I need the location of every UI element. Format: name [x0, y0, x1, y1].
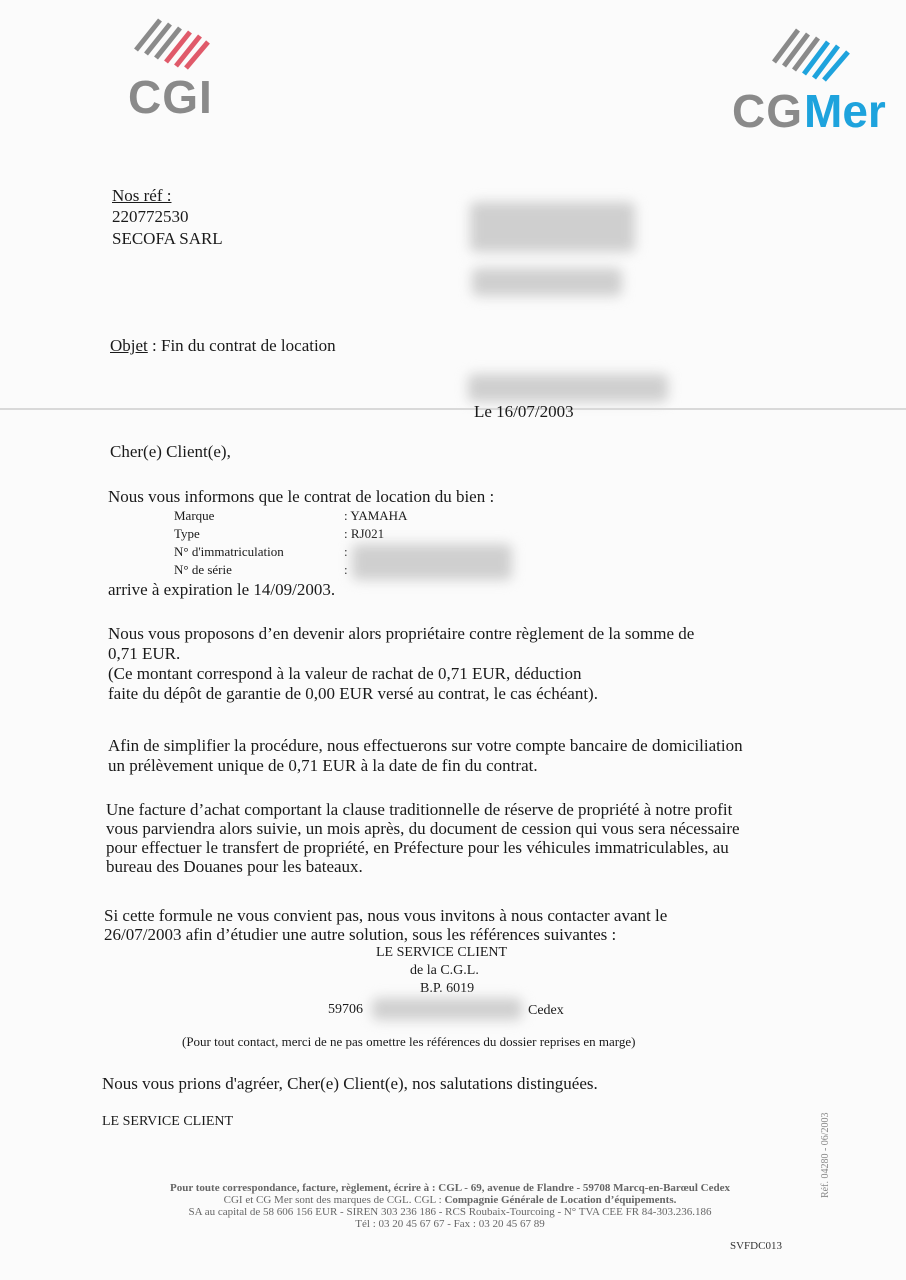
detail-value-registration: :	[344, 544, 348, 559]
contact-line-1: Si cette formule ne vous convient pas, nous vous invitons à nous contacter avant le	[104, 906, 668, 925]
cgi-logo-stripes-icon	[130, 14, 210, 70]
signature: LE SERVICE CLIENT	[102, 1114, 234, 1129]
contact-line-2: 26/07/2003 afin d’étudier une autre solution, sous les références suivantes :	[104, 925, 617, 944]
cgmer-logo-text-mer: Mer	[804, 85, 886, 137]
purchase-offer-line-3: (Ce montant correspond à la valeur de rachat de 0,71 EUR, déduction	[108, 664, 582, 683]
salutation: Cher(e) Client(e),	[110, 442, 231, 461]
invoice-paragraph	[106, 800, 806, 876]
invoice-line-2: vous parviendra alors suivie, un mois après, du document de cession qui vous sera nécessaire	[106, 819, 740, 838]
purchase-offer-line-4: faite du dépôt de garantie de 0,00 EUR versé au contrat, le cas échéant).	[108, 684, 598, 703]
closing-formula: Nous vous prions d'agréer, Cher(e) Client(e), nos salutations distinguées.	[102, 1074, 598, 1093]
side-reference: Réf. 04280 - 06/2003	[820, 1112, 831, 1198]
direct-debit-paragraph	[108, 736, 808, 776]
address-postcode: 59706	[328, 1002, 363, 1017]
address-line-3: B.P. 6019	[420, 981, 475, 996]
footer-code: SVFDC013	[730, 1240, 782, 1252]
address-line-2: de la C.G.L.	[410, 963, 479, 978]
footer-line-1: Pour toute correspondance, facture, règlement, écrire à : CGL - 69, avenue de Flandre - 59708 Marcq-en-Barœul Cedex	[170, 1182, 730, 1194]
detail-value-brand: : YAMAHA	[344, 508, 408, 523]
redacted-recipient-city	[472, 268, 622, 296]
cgmer-logo	[730, 24, 890, 142]
cgi-logo	[128, 14, 218, 126]
footer-line-4: Tél : 03 20 45 67 67 - Fax : 03 20 45 67 89	[355, 1218, 545, 1230]
redacted-place	[468, 374, 668, 402]
detail-value-serial: :	[344, 562, 348, 577]
detail-label-registration: N° d'immatriculation	[174, 544, 284, 559]
detail-label-serial: N° de série	[174, 562, 232, 577]
invoice-line-3: pour effectuer le transfert de propriété, en Préfecture pour les véhicules immatriculables, au	[106, 838, 729, 857]
purchase-offer-line-1: Nous vous proposons d’en devenir alors propriétaire contre règlement de la somme de	[108, 624, 695, 643]
footer-line-2a: CGI et CG Mer sont des marques de CGL. CGL :	[223, 1194, 445, 1206]
detail-value-type: : RJ021	[344, 526, 385, 541]
reference-label: Nos réf :	[112, 186, 172, 205]
subject-text: : Fin du contrat de location	[147, 336, 336, 355]
subject-label: Objet	[110, 336, 148, 355]
letter-date: Le 16/07/2003	[474, 402, 574, 421]
redacted-city	[372, 998, 522, 1020]
address-cedex: Cedex	[528, 1003, 564, 1018]
invoice-line-4: bureau des Douanes pour les bateaux.	[106, 857, 363, 876]
direct-debit-line-2: un prélèvement unique de 0,71 EUR à la date de fin du contrat.	[108, 756, 538, 775]
direct-debit-line-1: Afin de simplifier la procédure, nous effectuerons sur votre compte bancaire de domiciliation	[108, 736, 743, 755]
detail-label-brand: Marque	[174, 508, 215, 523]
expiry-line: arrive à expiration le 14/09/2003.	[108, 580, 336, 599]
cgmer-logo-text-cg: CG	[732, 85, 803, 137]
footer	[90, 1182, 810, 1262]
cgi-logo-text: CGI	[128, 71, 213, 123]
intro-paragraph: Nous vous informons que le contrat de location du bien :	[108, 487, 495, 506]
cgmer-logo-stripes-icon	[768, 24, 852, 82]
invoice-line-1: Une facture d’achat comportant la clause traditionnelle de réserve de propriété à notre profit	[106, 800, 733, 819]
contact-paragraph	[104, 906, 804, 944]
redacted-serial-numbers	[352, 544, 512, 580]
paper-fold-line	[0, 408, 906, 410]
reference-number: 220772530	[112, 207, 189, 226]
purchase-offer-line-2: 0,71 EUR.	[108, 644, 181, 663]
footer-line-2b: Compagnie Générale de Location d’équipements.	[444, 1194, 677, 1206]
subject-line	[110, 336, 336, 356]
client-name: SECOFA SARL	[112, 229, 223, 248]
contact-note: (Pour tout contact, merci de ne pas omettre les références du dossier reprises en marge)	[182, 1034, 636, 1049]
redacted-recipient-address	[470, 202, 635, 252]
footer-line-2	[90, 1194, 810, 1206]
purchase-offer-paragraph	[108, 624, 808, 714]
footer-line-3: SA au capital de 58 606 156 EUR - SIREN 303 236 186 - RCS Roubaix-Tourcoing - N° TVA CEE FR 84-303.236.186	[188, 1206, 712, 1218]
address-line-1: LE SERVICE CLIENT	[376, 945, 508, 960]
detail-label-type: Type	[174, 526, 200, 541]
